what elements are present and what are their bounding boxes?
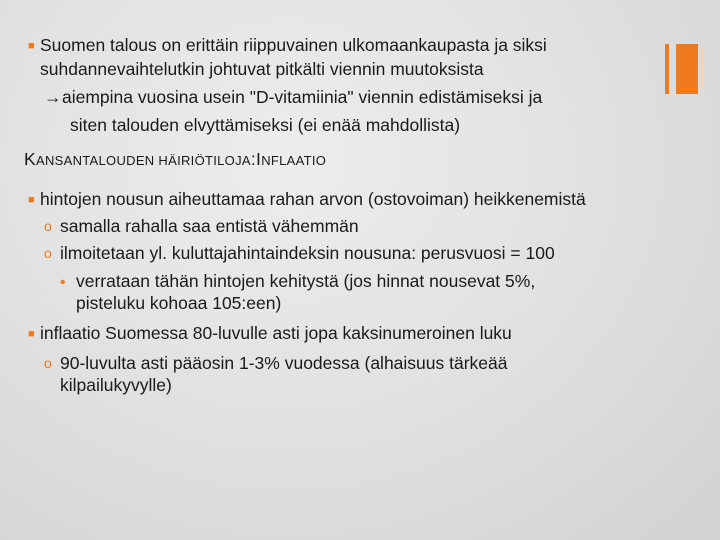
square-bullet-icon: ■ — [28, 40, 35, 52]
bullet-2a-continuation — [60, 374, 172, 396]
arrow-item — [44, 86, 542, 108]
bullet-2a-line-2: kilpailukyvylle) — [60, 375, 172, 395]
heading-colon: : — [250, 149, 257, 169]
square-bullet-icon: ■ — [28, 194, 35, 206]
bullet-2-text: inflaatio Suomessa 80-luvulle asti jopa kaksinumeroinen luku — [40, 323, 512, 343]
bullet-2 — [28, 322, 512, 345]
section-heading — [24, 148, 326, 172]
intro-line-2: suhdannevaihtelutkin johtuvat pitkälti viennin muutoksista — [40, 59, 484, 79]
dot-bullet-icon: • — [60, 274, 66, 291]
intro-continuation — [40, 58, 484, 80]
heading-initial-k: K — [24, 149, 36, 169]
circle-bullet-icon: o — [44, 218, 52, 234]
bullet-2a-line-1: 90-luvulta asti pääosin 1-3% vuodessa (alhaisuus tärkeää — [60, 353, 508, 373]
bullet-1b-i — [60, 270, 535, 294]
bullet-1b-i-line-2: pisteluku kohoaa 105:een) — [76, 293, 282, 313]
bullet-1b-text: ilmoitetaan yl. kuluttajahintaindeksin nousuna: perusvuosi = 100 — [60, 243, 555, 263]
intro-line-1: Suomen talous on erittäin riippuvainen ulkomaankaupasta ja siksi — [40, 35, 547, 55]
heading-part-1: ANSANTALOUDEN HÄIRIÖTILOJA — [35, 153, 251, 168]
bullet-2a — [44, 352, 508, 374]
heading-initial-i: I — [256, 149, 262, 169]
intro-bullet — [28, 34, 547, 57]
arrow-line-2: siten talouden elvyttämiseksi (ei enää mahdollista) — [70, 115, 461, 135]
arrow-continuation — [70, 114, 460, 136]
bullet-1 — [28, 188, 586, 211]
right-arrow-icon: → — [44, 87, 62, 107]
bullet-1b-i-line-1: verrataan tähän hintojen kehitystä (jos hinnat nousevat 5%, — [76, 271, 536, 291]
square-bullet-icon: ■ — [28, 328, 35, 340]
bullet-1a — [44, 215, 359, 237]
bullet-1-text: hintojen nousun aiheuttamaa rahan arvon (ostovoiman) heikkenemistä — [40, 189, 586, 209]
bullet-1b — [44, 242, 555, 264]
bullet-1a-text: samalla rahalla saa entistä vähemmän — [60, 216, 359, 236]
circle-bullet-icon: o — [44, 245, 52, 261]
circle-bullet-icon: o — [44, 355, 52, 371]
bullet-1b-i-continuation — [76, 292, 281, 314]
arrow-line-1: aiempina vuosina usein "D-vitamiinia" viennin edistämiseksi ja — [62, 87, 543, 107]
heading-part-2: NFLAATIO — [261, 153, 327, 168]
